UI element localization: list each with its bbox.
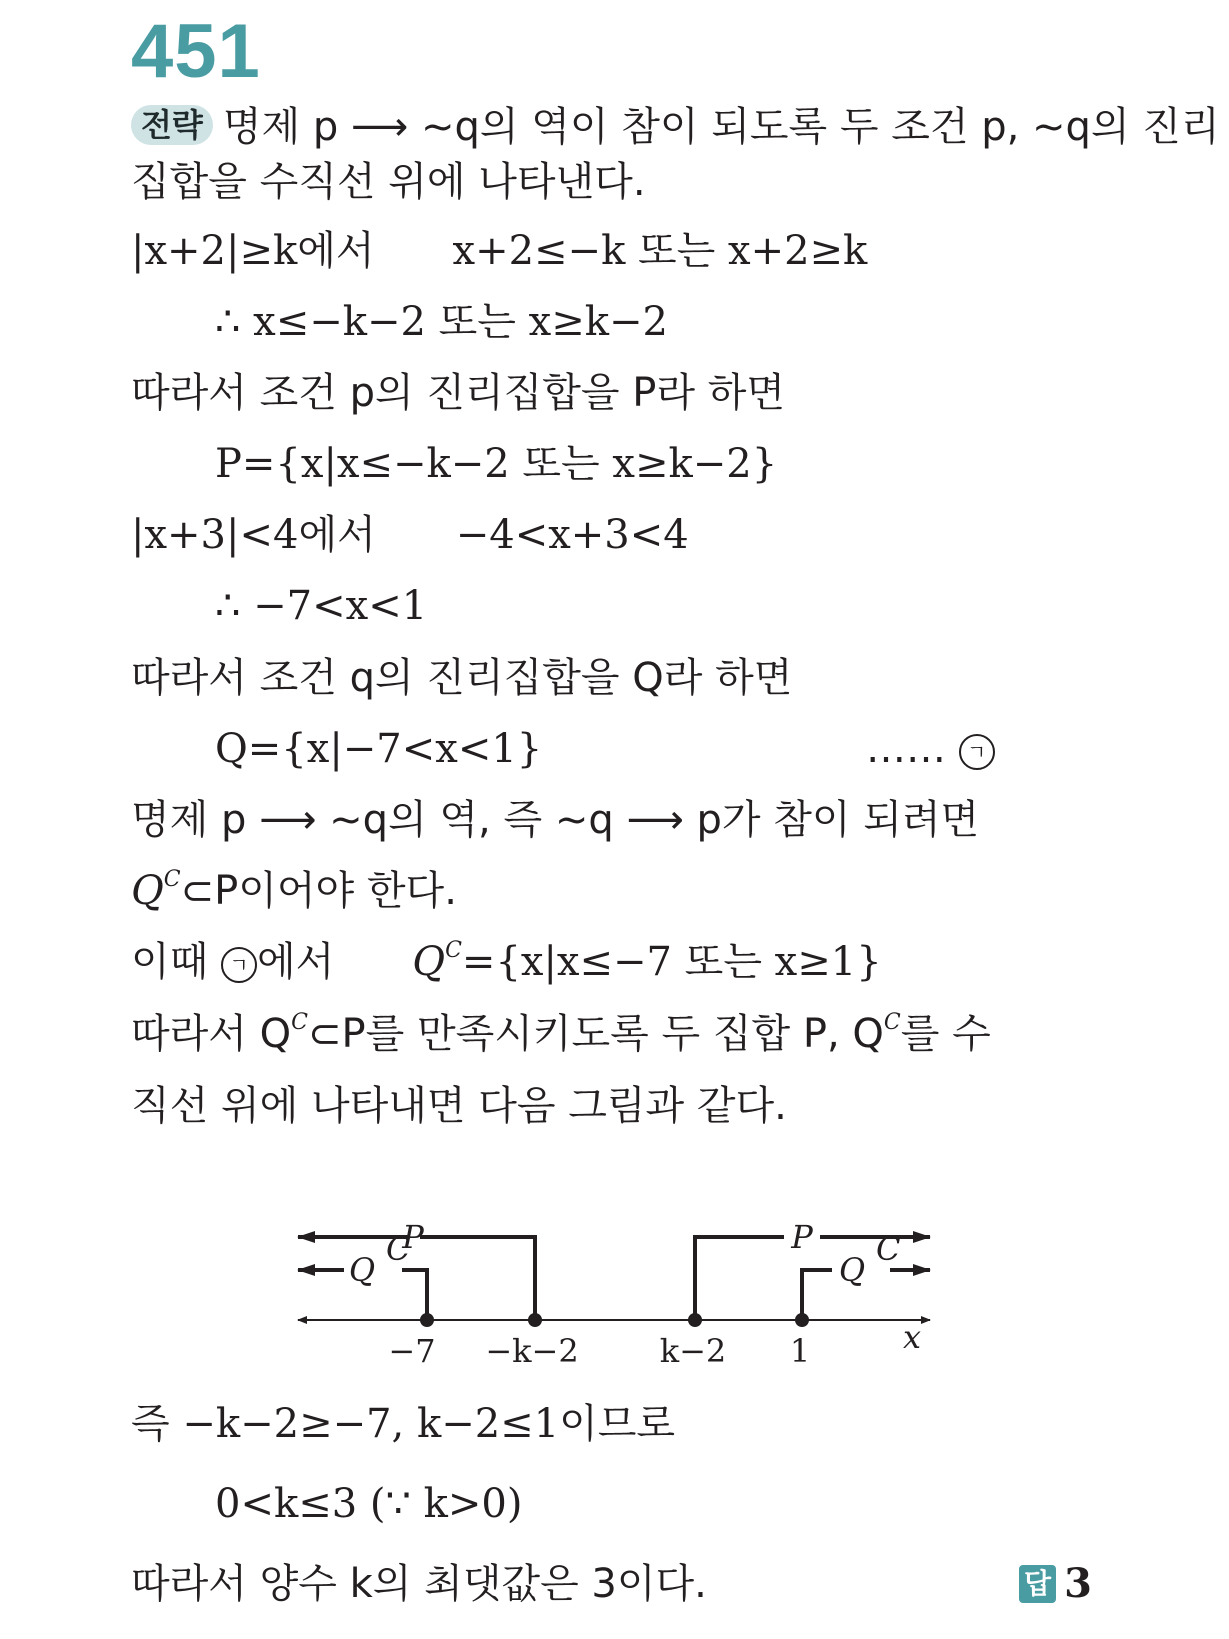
label-QC-right: Q <box>838 1251 866 1289</box>
circled-giyeok: ㄱ <box>959 734 995 770</box>
point-neg-k-2 <box>528 1313 542 1327</box>
abs-inequality-2-result: −4<x+3<4 <box>455 512 689 558</box>
set-QC-definition: ={x|x≤−7 또는 x≥1} <box>461 939 882 985</box>
label-P-left: P <box>402 1218 424 1256</box>
abs-inequality-2: |x+3|<4에서 <box>131 512 376 558</box>
set-P-right-region <box>695 1237 784 1320</box>
strategy-text-1: 명제 p ⟶ ~q의 역이 참이 되도록 두 조건 p, ~q의 진리 <box>222 104 1220 150</box>
set-P-definition: P={x|x≤−k−2 또는 x≥k−2} <box>215 441 778 487</box>
problem-number: 451 <box>131 9 261 94</box>
label-P-right: P <box>791 1218 813 1256</box>
label-QC-left-sup: C <box>386 1230 411 1268</box>
solution-line-12: 따라서 $Q^C\subset P$를 만족시키도록 두 집합 P, $Q^C$를 수 <box>131 1010 991 1057</box>
tick-label-neg7: −7 <box>388 1332 436 1370</box>
conclusion-line: 따라서 양수 k의 최댓값은 3이다. <box>131 1561 707 1607</box>
answer <box>1019 1558 1092 1610</box>
label-QC-left: Q <box>348 1251 376 1289</box>
tick-label-k-2: k−2 <box>659 1332 727 1370</box>
point-1 <box>795 1313 809 1327</box>
abs-inequality-1-result: x+2≤−k 또는 x+2≥k <box>452 228 868 274</box>
set-QC-right-region <box>802 1270 832 1320</box>
solution-line-6: ∴ −7<x<1 <box>215 583 428 629</box>
circled-giyeok: ㄱ <box>221 947 257 983</box>
set-QC-left-region <box>402 1270 427 1320</box>
abs-inequality-1: |x+2|≥k에서 <box>131 228 375 274</box>
solution-line-7: 따라서 조건 q의 진리집합을 Q라 하면 <box>131 655 793 701</box>
solution-line-13: 직선 위에 나타내면 다음 그림과 같다. <box>131 1083 787 1129</box>
solution-line-10: $Q^C\subset P$이어야 한다. <box>131 867 457 914</box>
tick-label-1: 1 <box>789 1332 811 1370</box>
point-k-2 <box>688 1313 702 1327</box>
answer-value: 3 <box>1064 1560 1092 1607</box>
tick-label-neg-k-2: −k−2 <box>485 1332 579 1370</box>
strategy-line-2: 집합을 수직선 위에 나타낸다. <box>131 159 646 205</box>
set-P-left-region <box>420 1237 535 1320</box>
axis-label-x: x <box>902 1318 922 1356</box>
ellipsis: …… <box>866 726 946 772</box>
solution-line-2: ∴ x≤−k−2 또는 x≥k−2 <box>215 299 668 345</box>
strategy-tag: 전략 <box>131 105 213 145</box>
solution-line-15: 0<k≤3 (∵ k>0) <box>215 1481 523 1527</box>
label-QC-right-sup: C <box>876 1230 901 1268</box>
solution-line-11: 이때 ㄱ 에서 $Q^C=\{x|x\le-7$ 또는 x≥1} <box>131 938 882 985</box>
solution-line-9: 명제 p ⟶ ~q의 역, 즉 ~q ⟶ p가 참이 되려면 <box>131 797 980 843</box>
solution-line-14: 즉 −k−2≥−7, k−2≤1이므로 <box>131 1401 676 1447</box>
solution-line-3: 따라서 조건 p의 진리집합을 P라 하면 <box>131 370 786 416</box>
set-Q-definition: Q={x|−7<x<1} <box>215 726 543 772</box>
answer-label: 답 <box>1019 1565 1056 1603</box>
point-neg7 <box>420 1313 434 1327</box>
